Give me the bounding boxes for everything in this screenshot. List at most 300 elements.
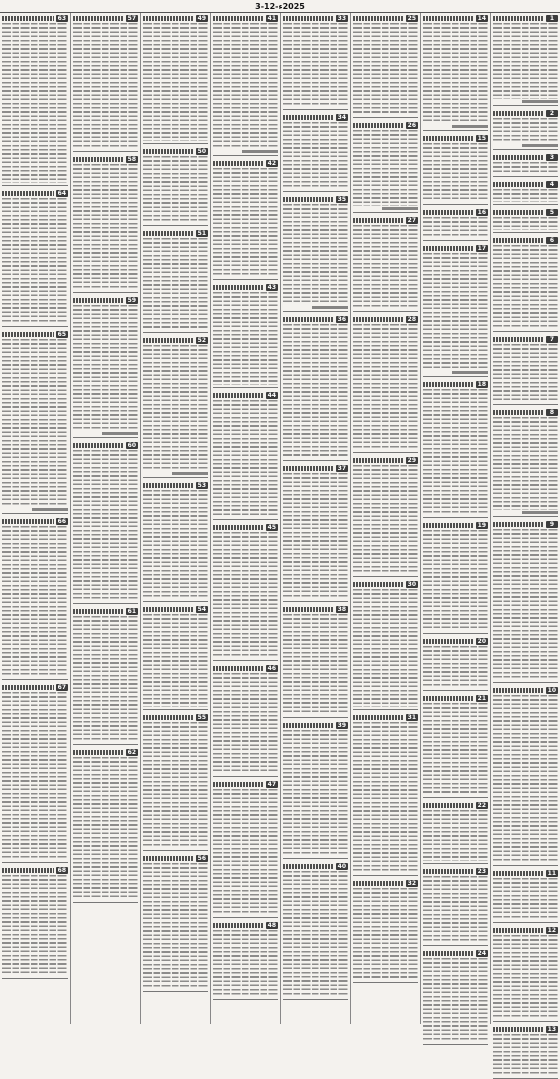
item-number-badge: 56 bbox=[197, 854, 206, 862]
news-item bbox=[73, 442, 138, 604]
item-headline bbox=[493, 410, 544, 415]
column-8 bbox=[0, 13, 70, 1024]
news-item bbox=[143, 148, 208, 226]
item-body-text bbox=[143, 156, 208, 223]
item-headline bbox=[423, 246, 474, 251]
news-item bbox=[423, 638, 488, 691]
item-divider bbox=[423, 690, 488, 691]
item-headline bbox=[2, 685, 54, 690]
news-item bbox=[493, 870, 558, 923]
news-item bbox=[213, 524, 278, 661]
item-divider bbox=[213, 155, 278, 156]
item-headline bbox=[353, 16, 404, 21]
item-body-text bbox=[493, 1034, 558, 1076]
news-item bbox=[2, 518, 68, 680]
item-number-badge: 24 bbox=[477, 949, 486, 957]
news-item bbox=[73, 156, 138, 293]
item-body-text bbox=[2, 23, 68, 183]
column-3 bbox=[350, 13, 420, 1024]
news-item-header bbox=[143, 148, 208, 155]
item-divider bbox=[423, 797, 488, 798]
item-headline bbox=[423, 523, 474, 528]
item-headline bbox=[493, 16, 544, 21]
news-item bbox=[283, 196, 348, 312]
news-item-header bbox=[143, 606, 208, 613]
item-body-text bbox=[283, 204, 348, 305]
item-body-text bbox=[493, 23, 558, 99]
news-item bbox=[353, 122, 418, 213]
item-number-badge: 15 bbox=[477, 134, 486, 142]
item-number-badge: 57 bbox=[127, 15, 136, 22]
item-number-badge: 63 bbox=[57, 15, 66, 22]
news-item bbox=[143, 482, 208, 602]
news-item bbox=[2, 867, 68, 979]
item-headline bbox=[493, 337, 544, 342]
item-headline bbox=[143, 338, 194, 343]
item-divider bbox=[213, 917, 278, 918]
news-item-header bbox=[73, 749, 138, 756]
item-body-text bbox=[423, 810, 488, 860]
item-body-text bbox=[2, 198, 68, 324]
item-divider bbox=[73, 744, 138, 745]
item-divider bbox=[423, 945, 488, 946]
news-item bbox=[423, 135, 488, 205]
item-signature bbox=[32, 508, 68, 511]
item-number-badge: 58 bbox=[127, 156, 136, 163]
news-item-header bbox=[493, 521, 558, 528]
item-headline bbox=[423, 136, 474, 141]
item-body-text bbox=[423, 530, 488, 631]
item-divider bbox=[213, 660, 278, 661]
news-item-header bbox=[143, 482, 208, 489]
item-number-badge: 14 bbox=[477, 15, 486, 22]
item-headline bbox=[283, 466, 334, 471]
news-item bbox=[493, 687, 558, 866]
item-body-text bbox=[423, 217, 488, 238]
item-body-text bbox=[283, 730, 348, 856]
news-item-header bbox=[283, 114, 348, 121]
item-signature bbox=[172, 472, 208, 475]
news-item-header bbox=[283, 316, 348, 323]
item-divider bbox=[73, 151, 138, 152]
item-divider bbox=[143, 850, 208, 851]
news-item bbox=[143, 606, 208, 709]
item-number-badge: 42 bbox=[267, 160, 276, 167]
item-headline bbox=[143, 483, 194, 488]
item-signature bbox=[452, 125, 488, 128]
item-body-text bbox=[213, 930, 278, 997]
item-number-badge: 19 bbox=[477, 522, 486, 530]
item-divider bbox=[423, 517, 488, 518]
item-headline bbox=[213, 16, 264, 21]
item-divider bbox=[423, 1044, 488, 1045]
news-item bbox=[493, 181, 558, 205]
news-item bbox=[213, 160, 278, 280]
news-item-header bbox=[353, 316, 418, 323]
columns-container bbox=[0, 13, 560, 1033]
item-number-badge: 1 bbox=[546, 15, 558, 22]
item-body-text bbox=[283, 614, 348, 715]
item-number-badge: 2 bbox=[546, 110, 558, 117]
item-body-text bbox=[493, 935, 558, 1019]
item-body-text bbox=[73, 757, 138, 900]
item-number-badge: 33 bbox=[337, 15, 346, 22]
item-divider bbox=[353, 452, 418, 453]
item-number-badge: 21 bbox=[477, 694, 486, 702]
news-item bbox=[283, 316, 348, 461]
item-body-text bbox=[423, 646, 488, 688]
item-headline bbox=[213, 923, 264, 928]
item-divider bbox=[353, 311, 418, 312]
item-body-text bbox=[423, 143, 488, 202]
item-divider bbox=[213, 776, 278, 777]
item-headline bbox=[143, 715, 194, 720]
item-body-text bbox=[493, 695, 558, 863]
item-headline bbox=[283, 607, 334, 612]
news-item-header bbox=[143, 855, 208, 862]
news-item-header bbox=[73, 15, 138, 22]
news-item-header bbox=[353, 217, 418, 224]
news-item bbox=[213, 284, 278, 387]
news-item bbox=[213, 781, 278, 918]
news-item bbox=[493, 1026, 558, 1079]
news-item-header bbox=[423, 522, 488, 529]
news-item-header bbox=[353, 122, 418, 129]
item-body-text bbox=[283, 324, 348, 458]
item-divider bbox=[493, 922, 558, 923]
item-divider bbox=[493, 404, 558, 405]
item-headline bbox=[493, 871, 544, 876]
item-divider bbox=[353, 982, 418, 983]
item-number-badge: 55 bbox=[197, 713, 206, 721]
news-item bbox=[493, 927, 558, 1022]
news-item-header bbox=[353, 457, 418, 464]
item-body-text bbox=[73, 164, 138, 290]
item-number-badge: 8 bbox=[546, 409, 558, 416]
item-number-badge: 62 bbox=[127, 749, 136, 757]
news-item-header bbox=[73, 297, 138, 304]
item-divider bbox=[423, 376, 488, 377]
news-item bbox=[423, 381, 488, 518]
news-item bbox=[283, 863, 348, 1000]
news-item-header bbox=[493, 1026, 558, 1033]
item-headline bbox=[353, 715, 404, 720]
item-body-text bbox=[213, 673, 278, 774]
item-headline bbox=[423, 639, 474, 644]
item-signature bbox=[452, 371, 488, 374]
news-item bbox=[283, 722, 348, 859]
news-item bbox=[423, 522, 488, 634]
item-body-text bbox=[2, 339, 68, 507]
news-item-header bbox=[73, 156, 138, 163]
item-body-text bbox=[283, 473, 348, 599]
column-1 bbox=[490, 13, 560, 1033]
item-body-text bbox=[143, 345, 208, 471]
item-number-badge: 35 bbox=[337, 196, 346, 204]
item-headline bbox=[143, 149, 194, 154]
item-divider bbox=[2, 326, 68, 327]
item-signature bbox=[102, 432, 138, 435]
item-divider bbox=[493, 204, 558, 205]
news-item-header bbox=[353, 581, 418, 588]
news-item bbox=[143, 230, 208, 333]
item-body-text bbox=[423, 389, 488, 515]
news-item bbox=[353, 714, 418, 876]
item-divider bbox=[73, 603, 138, 604]
item-body-text bbox=[283, 871, 348, 997]
news-item bbox=[493, 15, 558, 106]
news-item bbox=[353, 457, 418, 577]
news-item bbox=[493, 237, 558, 332]
item-divider bbox=[143, 709, 208, 710]
news-item-header bbox=[493, 181, 558, 188]
item-headline bbox=[423, 803, 474, 808]
news-item-header bbox=[213, 781, 278, 788]
item-body-text bbox=[143, 614, 208, 706]
item-headline bbox=[423, 951, 474, 956]
item-divider bbox=[213, 999, 278, 1000]
item-number-badge: 34 bbox=[337, 114, 346, 121]
item-body-text bbox=[2, 692, 68, 860]
column-5 bbox=[210, 13, 280, 1024]
item-divider bbox=[493, 1021, 558, 1022]
news-item bbox=[143, 15, 208, 144]
item-number-badge: 10 bbox=[547, 686, 556, 694]
item-number-badge: 40 bbox=[337, 863, 346, 871]
news-item-header bbox=[423, 209, 488, 216]
column-2 bbox=[420, 13, 490, 1024]
news-item bbox=[213, 15, 278, 156]
item-body-text bbox=[143, 23, 208, 141]
item-body-text bbox=[493, 217, 558, 230]
item-headline bbox=[353, 582, 404, 587]
item-number-badge: 43 bbox=[267, 284, 276, 292]
item-body-text bbox=[353, 465, 418, 574]
item-divider bbox=[493, 105, 558, 106]
news-item bbox=[423, 245, 488, 378]
item-divider bbox=[283, 109, 348, 110]
news-item-header bbox=[423, 802, 488, 809]
news-item bbox=[213, 922, 278, 1000]
item-body-text bbox=[73, 305, 138, 431]
item-headline bbox=[353, 123, 404, 128]
item-divider bbox=[213, 387, 278, 388]
item-body-text bbox=[353, 589, 418, 707]
item-body-text bbox=[73, 616, 138, 742]
news-item-header bbox=[213, 665, 278, 672]
news-item bbox=[423, 209, 488, 241]
item-divider bbox=[353, 709, 418, 710]
item-headline bbox=[2, 16, 54, 21]
item-body-text bbox=[283, 122, 348, 189]
item-divider bbox=[493, 865, 558, 866]
item-divider bbox=[143, 225, 208, 226]
item-body-text bbox=[283, 23, 348, 107]
news-item bbox=[2, 15, 68, 186]
item-number-badge: 66 bbox=[57, 517, 66, 525]
page-header bbox=[0, 0, 560, 13]
item-headline bbox=[213, 525, 264, 530]
item-divider bbox=[283, 601, 348, 602]
item-body-text bbox=[2, 526, 68, 677]
news-item bbox=[143, 714, 208, 851]
item-headline bbox=[73, 609, 124, 614]
news-item bbox=[283, 465, 348, 602]
news-item-header bbox=[493, 336, 558, 343]
news-item bbox=[213, 392, 278, 521]
item-number-badge: 59 bbox=[127, 297, 136, 304]
item-signature bbox=[312, 306, 348, 309]
item-headline bbox=[2, 868, 54, 873]
item-body-text bbox=[353, 888, 418, 980]
news-item-header bbox=[423, 15, 488, 22]
item-headline bbox=[423, 696, 474, 701]
news-item bbox=[2, 684, 68, 863]
news-item bbox=[73, 608, 138, 745]
news-item-header bbox=[423, 245, 488, 252]
news-item-header bbox=[493, 927, 558, 934]
news-item-header bbox=[143, 230, 208, 237]
item-body-text bbox=[213, 532, 278, 658]
item-headline bbox=[353, 317, 404, 322]
item-number-badge: 36 bbox=[337, 315, 346, 323]
item-number-badge: 12 bbox=[547, 926, 556, 934]
item-divider bbox=[353, 117, 418, 118]
item-body-text bbox=[213, 168, 278, 277]
column-4 bbox=[280, 13, 350, 1024]
item-body-text bbox=[2, 875, 68, 976]
item-divider bbox=[423, 863, 488, 864]
news-item bbox=[353, 15, 418, 118]
news-item-header bbox=[493, 209, 558, 216]
item-headline bbox=[353, 458, 404, 463]
item-body-text bbox=[353, 23, 418, 115]
item-signature bbox=[522, 511, 558, 514]
item-headline bbox=[493, 111, 544, 116]
item-headline bbox=[73, 298, 124, 303]
item-headline bbox=[73, 16, 124, 21]
item-number-badge: 28 bbox=[407, 315, 416, 323]
item-divider bbox=[143, 601, 208, 602]
item-headline bbox=[2, 332, 54, 337]
news-item-header bbox=[283, 196, 348, 203]
news-item bbox=[73, 15, 138, 152]
item-body-text bbox=[493, 878, 558, 920]
item-divider bbox=[423, 633, 488, 634]
item-number-badge: 45 bbox=[267, 524, 276, 532]
item-signature bbox=[242, 150, 278, 153]
item-number-badge: 68 bbox=[57, 866, 66, 874]
news-item bbox=[283, 606, 348, 718]
item-divider bbox=[73, 437, 138, 438]
news-item bbox=[493, 336, 558, 406]
news-item bbox=[423, 15, 488, 131]
item-divider bbox=[493, 682, 558, 683]
item-number-badge: 67 bbox=[57, 683, 66, 691]
item-headline bbox=[143, 16, 194, 21]
item-headline bbox=[493, 182, 544, 187]
item-headline bbox=[283, 723, 334, 728]
item-body-text bbox=[73, 450, 138, 601]
news-item bbox=[353, 217, 418, 312]
item-number-badge: 11 bbox=[547, 869, 556, 877]
item-number-badge: 64 bbox=[57, 189, 66, 197]
news-item bbox=[493, 209, 558, 233]
item-headline bbox=[213, 782, 264, 787]
news-item bbox=[353, 581, 418, 710]
item-number-badge: 44 bbox=[267, 391, 276, 399]
item-divider bbox=[283, 858, 348, 859]
news-item bbox=[143, 855, 208, 992]
news-item bbox=[423, 695, 488, 798]
item-headline bbox=[2, 519, 54, 524]
item-headline bbox=[493, 210, 544, 215]
news-item-header bbox=[283, 465, 348, 472]
news-item-header bbox=[143, 15, 208, 22]
item-body-text bbox=[213, 292, 278, 384]
news-item bbox=[493, 110, 558, 150]
column-6 bbox=[140, 13, 210, 1024]
item-divider bbox=[423, 204, 488, 205]
item-headline bbox=[353, 881, 404, 886]
item-headline bbox=[73, 443, 124, 448]
item-divider bbox=[493, 232, 558, 233]
item-divider bbox=[493, 149, 558, 150]
news-item bbox=[283, 114, 348, 192]
item-number-badge: 52 bbox=[197, 337, 206, 345]
item-number-badge: 5 bbox=[546, 209, 558, 216]
news-item bbox=[73, 749, 138, 903]
item-body-text bbox=[353, 722, 418, 873]
item-divider bbox=[213, 279, 278, 280]
page-date: 2025ء-12-3 bbox=[255, 1, 305, 11]
news-item-header bbox=[283, 722, 348, 729]
item-body-text bbox=[213, 789, 278, 915]
news-item bbox=[423, 802, 488, 863]
item-divider bbox=[353, 576, 418, 577]
item-divider bbox=[143, 332, 208, 333]
item-headline bbox=[283, 16, 334, 21]
item-number-badge: 54 bbox=[197, 606, 206, 614]
news-item-header bbox=[143, 714, 208, 721]
item-body-text bbox=[493, 162, 558, 175]
item-divider bbox=[73, 902, 138, 903]
item-number-badge: 7 bbox=[546, 336, 558, 343]
item-number-badge: 39 bbox=[337, 722, 346, 730]
news-item bbox=[2, 190, 68, 327]
item-body-text bbox=[493, 189, 558, 202]
item-body-text bbox=[423, 958, 488, 1042]
item-headline bbox=[73, 157, 124, 162]
item-headline bbox=[423, 16, 474, 21]
item-number-badge: 37 bbox=[337, 465, 346, 473]
item-number-badge: 46 bbox=[267, 665, 276, 673]
item-headline bbox=[143, 231, 194, 236]
item-number-badge: 27 bbox=[407, 216, 416, 224]
item-number-badge: 3 bbox=[546, 154, 558, 161]
item-divider bbox=[2, 513, 68, 514]
item-divider bbox=[2, 862, 68, 863]
item-body-text bbox=[73, 23, 138, 149]
item-number-badge: 41 bbox=[267, 15, 276, 22]
item-number-badge: 47 bbox=[267, 780, 276, 788]
item-body-text bbox=[213, 400, 278, 518]
item-body-text bbox=[493, 529, 558, 680]
item-number-badge: 30 bbox=[407, 581, 416, 589]
item-number-badge: 48 bbox=[267, 921, 276, 929]
item-divider bbox=[143, 143, 208, 144]
item-body-text bbox=[423, 23, 488, 124]
